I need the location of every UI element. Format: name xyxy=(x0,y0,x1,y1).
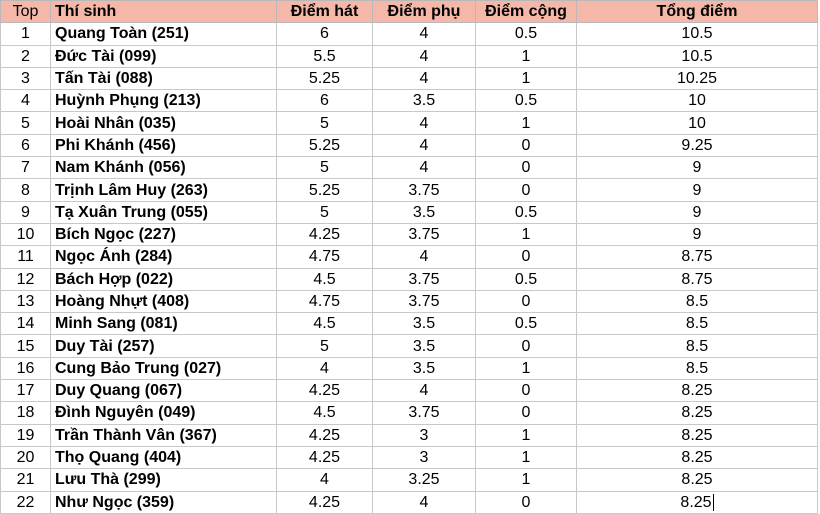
singing-score-cell[interactable]: 4.5 xyxy=(277,268,373,290)
contestant-name-cell[interactable]: Tấn Tài (088) xyxy=(51,67,277,89)
bonus-score-cell[interactable]: 0 xyxy=(476,179,577,201)
header-extra-score-cell[interactable]: Điểm phụ xyxy=(373,1,476,23)
table-row xyxy=(1,23,818,45)
total-score-cell[interactable]: 8.25 xyxy=(577,380,818,402)
singing-score-cell[interactable]: 5.25 xyxy=(277,134,373,156)
bonus-score-cell[interactable]: 1 xyxy=(476,223,577,245)
table-row xyxy=(1,223,818,245)
bonus-score-cell[interactable]: 0.5 xyxy=(476,90,577,112)
table-row xyxy=(1,201,818,223)
table-row xyxy=(1,268,818,290)
table-row xyxy=(1,446,818,468)
table-row xyxy=(1,335,818,357)
total-score-cell[interactable]: 10.5 xyxy=(577,45,818,67)
contestant-name-cell[interactable]: Huỳnh Phụng (213) xyxy=(51,90,277,112)
bonus-score-cell[interactable]: 1 xyxy=(476,67,577,89)
rank-cell[interactable]: 12 xyxy=(1,268,51,290)
extra-score-cell[interactable]: 3 xyxy=(373,424,476,446)
total-score-cell[interactable]: 8.5 xyxy=(577,290,818,312)
singing-score-cell[interactable]: 4 xyxy=(277,357,373,379)
contestant-name-cell[interactable]: Duy Quang (067) xyxy=(51,380,277,402)
table-row xyxy=(1,157,818,179)
bonus-score-cell[interactable]: 1 xyxy=(476,112,577,134)
extra-score-cell[interactable]: 3 xyxy=(373,446,476,468)
header-bonus-score-cell[interactable]: Điểm cộng xyxy=(476,1,577,23)
total-score-cell[interactable]: 10 xyxy=(577,90,818,112)
singing-score-cell[interactable]: 5.25 xyxy=(277,67,373,89)
contestant-name-cell[interactable]: Hoài Nhân (035) xyxy=(51,112,277,134)
bonus-score-cell[interactable]: 1 xyxy=(476,469,577,491)
extra-score-cell[interactable]: 3.5 xyxy=(373,201,476,223)
rank-cell[interactable]: 2 xyxy=(1,45,51,67)
extra-score-cell[interactable]: 3.5 xyxy=(373,90,476,112)
rank-cell[interactable]: 5 xyxy=(1,112,51,134)
table-row xyxy=(1,290,818,312)
contestant-name-cell[interactable]: Đức Tài (099) xyxy=(51,45,277,67)
contestant-name-cell[interactable]: Nam Khánh (056) xyxy=(51,157,277,179)
table-row xyxy=(1,313,818,335)
table-row xyxy=(1,112,818,134)
total-score-cell[interactable]: 9 xyxy=(577,223,818,245)
table-row xyxy=(1,179,818,201)
bonus-score-cell[interactable]: 0 xyxy=(476,246,577,268)
contestant-name-cell[interactable]: Tạ Xuân Trung (055) xyxy=(51,201,277,223)
singing-score-cell[interactable]: 4.5 xyxy=(277,402,373,424)
extra-score-cell[interactable]: 4 xyxy=(373,23,476,45)
rank-cell[interactable]: 20 xyxy=(1,446,51,468)
singing-score-cell[interactable]: 4.25 xyxy=(277,446,373,468)
total-score-cell[interactable]: 8.75 xyxy=(577,268,818,290)
singing-score-cell[interactable]: 4 xyxy=(277,469,373,491)
rank-cell[interactable]: 19 xyxy=(1,424,51,446)
header-singing-score-cell[interactable]: Điểm hát xyxy=(277,1,373,23)
singing-score-cell[interactable]: 4.75 xyxy=(277,290,373,312)
rank-cell[interactable]: 14 xyxy=(1,313,51,335)
contestant-name-cell[interactable]: Thọ Quang (404) xyxy=(51,446,277,468)
header-total-score-cell[interactable]: Tổng điểm xyxy=(577,1,818,23)
extra-score-cell[interactable]: 3.75 xyxy=(373,290,476,312)
total-score-cell[interactable]: 9.25 xyxy=(577,134,818,156)
bonus-score-cell[interactable]: 0.5 xyxy=(476,23,577,45)
table-row xyxy=(1,90,818,112)
bonus-score-cell[interactable]: 0 xyxy=(476,335,577,357)
extra-score-cell[interactable]: 3.75 xyxy=(373,268,476,290)
total-score-cell[interactable]: 8.25 xyxy=(577,402,818,424)
table-row xyxy=(1,45,818,67)
singing-score-cell[interactable]: 6 xyxy=(277,90,373,112)
contestant-name-cell[interactable]: Lưu Thà (299) xyxy=(51,469,277,491)
extra-score-cell[interactable]: 4 xyxy=(373,246,476,268)
rank-cell[interactable]: 8 xyxy=(1,179,51,201)
table-row xyxy=(1,424,818,446)
extra-score-cell[interactable]: 4 xyxy=(373,134,476,156)
total-score-cell[interactable]: 9 xyxy=(577,201,818,223)
contestant-name-cell[interactable]: Ngọc Ánh (284) xyxy=(51,246,277,268)
extra-score-cell[interactable]: 3.75 xyxy=(373,223,476,245)
bonus-score-cell[interactable]: 0 xyxy=(476,157,577,179)
singing-score-cell[interactable]: 4.25 xyxy=(277,380,373,402)
total-score-cell[interactable]: 8.25 xyxy=(577,491,818,513)
rank-cell[interactable]: 4 xyxy=(1,90,51,112)
bonus-score-cell[interactable]: 0 xyxy=(476,134,577,156)
table-row xyxy=(1,402,818,424)
table-row xyxy=(1,134,818,156)
bonus-score-cell[interactable]: 1 xyxy=(476,446,577,468)
bonus-score-cell[interactable]: 0.5 xyxy=(476,268,577,290)
rank-cell[interactable]: 13 xyxy=(1,290,51,312)
rank-cell[interactable]: 7 xyxy=(1,157,51,179)
rank-cell[interactable]: 10 xyxy=(1,223,51,245)
total-score-cell[interactable]: 9 xyxy=(577,179,818,201)
singing-score-cell[interactable]: 5.25 xyxy=(277,179,373,201)
total-score-cell[interactable]: 8.5 xyxy=(577,313,818,335)
singing-score-cell[interactable]: 4.5 xyxy=(277,313,373,335)
contestant-name-cell[interactable]: Quang Toàn (251) xyxy=(51,23,277,45)
header-top-cell[interactable]: Top xyxy=(1,1,51,23)
extra-score-cell[interactable]: 4 xyxy=(373,157,476,179)
total-score-cell[interactable]: 10.25 xyxy=(577,67,818,89)
extra-score-cell[interactable]: 4 xyxy=(373,67,476,89)
extra-score-cell[interactable]: 3.5 xyxy=(373,357,476,379)
header-name-cell[interactable]: Thí sinh xyxy=(51,1,277,23)
contestant-name-cell[interactable]: Trần Thành Vân (367) xyxy=(51,424,277,446)
total-score-cell[interactable]: 8.25 xyxy=(577,469,818,491)
table-row xyxy=(1,469,818,491)
contestant-name-cell[interactable]: Đình Nguyên (049) xyxy=(51,402,277,424)
singing-score-cell[interactable]: 4.25 xyxy=(277,491,373,513)
extra-score-cell[interactable]: 3.5 xyxy=(373,335,476,357)
singing-score-cell[interactable]: 5 xyxy=(277,201,373,223)
extra-score-cell[interactable]: 4 xyxy=(373,491,476,513)
contestant-name-cell[interactable]: Bách Hợp (022) xyxy=(51,268,277,290)
total-score-cell[interactable]: 8.75 xyxy=(577,246,818,268)
extra-score-cell[interactable]: 3.5 xyxy=(373,313,476,335)
extra-score-cell[interactable]: 3.25 xyxy=(373,469,476,491)
total-score-cell[interactable]: 8.25 xyxy=(577,446,818,468)
bonus-score-cell[interactable]: 1 xyxy=(476,357,577,379)
header-row xyxy=(1,1,818,23)
singing-score-cell[interactable]: 6 xyxy=(277,23,373,45)
rank-cell[interactable]: 11 xyxy=(1,246,51,268)
bonus-score-cell[interactable]: 0 xyxy=(476,402,577,424)
table-row xyxy=(1,67,818,89)
bonus-score-cell[interactable]: 1 xyxy=(476,424,577,446)
contestant-name-cell[interactable]: Phi Khánh (456) xyxy=(51,134,277,156)
rank-cell[interactable]: 21 xyxy=(1,469,51,491)
singing-score-cell[interactable]: 5 xyxy=(277,335,373,357)
contestant-name-cell[interactable]: Hoàng Nhựt (408) xyxy=(51,290,277,312)
extra-score-cell[interactable]: 3.75 xyxy=(373,402,476,424)
contestant-name-cell[interactable]: Trịnh Lâm Huy (263) xyxy=(51,179,277,201)
rank-cell[interactable]: 9 xyxy=(1,201,51,223)
contestant-name-cell[interactable]: Bích Ngọc (227) xyxy=(51,223,277,245)
extra-score-cell[interactable]: 4 xyxy=(373,380,476,402)
total-score-cell[interactable]: 10 xyxy=(577,112,818,134)
total-score-cell[interactable]: 8.25 xyxy=(577,424,818,446)
rank-cell[interactable]: 18 xyxy=(1,402,51,424)
contestant-name-cell[interactable]: Minh Sang (081) xyxy=(51,313,277,335)
extra-score-cell[interactable]: 3.75 xyxy=(373,179,476,201)
text-cursor xyxy=(713,494,714,511)
contestant-name-cell[interactable]: Duy Tài (257) xyxy=(51,335,277,357)
bonus-score-cell[interactable]: 1 xyxy=(476,45,577,67)
total-score-cell[interactable]: 9 xyxy=(577,157,818,179)
table-row xyxy=(1,246,818,268)
table-row xyxy=(1,357,818,379)
contestant-name-cell[interactable]: Cung Bảo Trung (027) xyxy=(51,357,277,379)
bonus-score-cell[interactable]: 0.5 xyxy=(476,313,577,335)
bonus-score-cell[interactable]: 0.5 xyxy=(476,201,577,223)
singing-score-cell[interactable]: 4.25 xyxy=(277,223,373,245)
total-score-cell[interactable]: 8.5 xyxy=(577,335,818,357)
rank-cell[interactable]: 15 xyxy=(1,335,51,357)
bonus-score-cell[interactable]: 0 xyxy=(476,290,577,312)
table-row xyxy=(1,380,818,402)
table-row xyxy=(1,491,818,513)
singing-score-cell[interactable]: 5.5 xyxy=(277,45,373,67)
bonus-score-cell[interactable]: 0 xyxy=(476,491,577,513)
contestant-name-cell[interactable]: Như Ngọc (359) xyxy=(51,491,277,513)
total-score-cell[interactable]: 8.5 xyxy=(577,357,818,379)
singing-score-cell[interactable]: 4.75 xyxy=(277,246,373,268)
extra-score-cell[interactable]: 4 xyxy=(373,112,476,134)
rank-cell[interactable]: 22 xyxy=(1,491,51,513)
rank-cell[interactable]: 16 xyxy=(1,357,51,379)
rank-cell[interactable]: 17 xyxy=(1,380,51,402)
singing-score-cell[interactable]: 5 xyxy=(277,112,373,134)
total-score-cell[interactable]: 10.5 xyxy=(577,23,818,45)
rank-cell[interactable]: 3 xyxy=(1,67,51,89)
bonus-score-cell[interactable]: 0 xyxy=(476,380,577,402)
singing-score-cell[interactable]: 5 xyxy=(277,157,373,179)
extra-score-cell[interactable]: 4 xyxy=(373,45,476,67)
singing-score-cell[interactable]: 4.25 xyxy=(277,424,373,446)
rank-cell[interactable]: 6 xyxy=(1,134,51,156)
rank-cell[interactable]: 1 xyxy=(1,23,51,45)
